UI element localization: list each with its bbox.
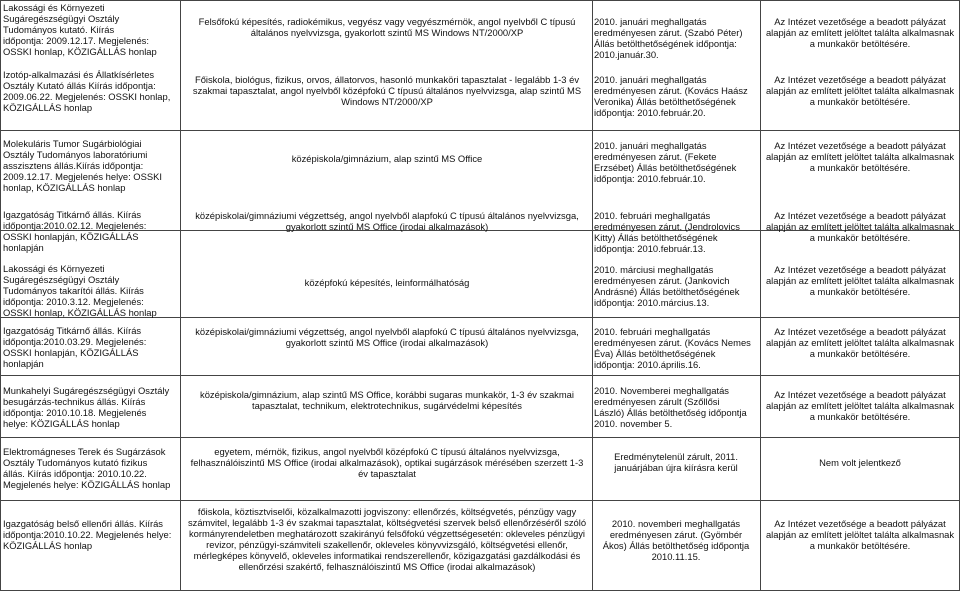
table-row-4-unit: Igazgatóság Titkárnő állás. Kiírás időpontja:2010.02.12. Megjelenés: OSSKI honlapján, KÖZIGÁLLÁS honlapján xyxy=(3,209,147,254)
table-row-4b-decision: Az Intézet vezetősége a beadott pályázat alapján az említett jelöltet találta alkalmasnak a munkakör betöltésére. xyxy=(765,264,955,298)
row-divider xyxy=(0,437,960,438)
row-divider xyxy=(0,500,960,501)
table-row-3-status: 2010. januári meghallgatás eredményesen zárut. (Fekete Erzsébet) Állás betölthetőségének időpontja: 2010.február.10. xyxy=(594,140,737,185)
table-row-8-status: 2010. novemberi meghallgatás eredményesen zárut. (Gyömbér Ákos) Állás betölthetőség időpontja 2010.11.15. xyxy=(602,518,750,563)
column-divider xyxy=(592,0,593,591)
table-row-2-status: 2010. januári meghallgatás eredményesen zárut. (Kovács Haász Veronika) Állás betölthetőségének időpontja: 2010.február.20. xyxy=(594,74,748,119)
table-row-3-decision: Az Intézet vezetősége a beadott pályázat alapján az említett jelöltet találta alkalmasnak a munkakör betöltésére. xyxy=(765,140,955,174)
table-row-7-requirements: egyetem, mérnök, fizikus, angol nyelvből középfokú C típusú általános nyelvvizsga, felhasználóiszintű MS Office (irodai alkalmazások), optikai sugárzások mérésében szerzett 1-3 év tapasztalat xyxy=(190,446,584,480)
column-divider xyxy=(760,0,761,591)
column-divider xyxy=(0,0,1,591)
table-row-6-requirements: középiskola/gimnázium, alap szintű MS Office, korábbi sugaras munkakör, 1-3 év szakmai tapasztalat, technikum, elektrotechnikus, sugárvédelmi képesítés xyxy=(200,389,574,412)
table-row-5-decision: Az Intézet vezetősége a beadott pályázat alapján az említett jelöltet találta alkalmasnak a munkakör betöltésére. xyxy=(765,326,955,360)
table-row-4b-status: 2010. márciusi meghallgatás eredményesen zárut. (Jankovich Andrásné) Állás betölthetőségének időpontja: 2010.március.13. xyxy=(594,264,740,309)
table-row-7-decision: Nem volt jelentkező xyxy=(819,457,901,468)
table-row-4b-unit: Lakossági és Környezeti Sugáregészségügyi Osztály Tudományos takarítói állás. Kiírás időpontja: 2010.3.12. Megjelenés: OSSKI honlap, KÖZIGÁLLÁS honlap xyxy=(3,263,157,319)
table-row-8-decision: Az Intézet vezetősége a beadott pályázat alapján az említett jelöltet találta alkalmasnak a munkakör betöltésére. xyxy=(765,518,955,552)
table-row-8-requirements: főiskola, köztisztviselői, közalkalmazotti jogviszony: ellenőrzés, költségvetés, pénzügy vagy számvitel, legalább 1-3 év szakmai tapasztalat, költségvetési szervek belső ellenőrzéséről szóló kormányrendeletben meghatározott szakirányú felsőfokú végzettségesetén: okleveles pénzügyi revizor, pénzügyi-számviteli szakellenőr, okleveles könyvvizsgáló, költségvetési ellenőr, mérlegképes könyvelő, okleveles informatikai rendszerellenőr, közigazgatási gazdálkodási és ellenőrzési szakértő, felhasználóiszintű MS Office (irodai alkalmazások) xyxy=(187,506,587,573)
table-row-4-status: 2010. februári meghallgatás eredményesen zárut. (Jendrolovics Kitty) Állás betölthetőségének időpontja: 2010.február.13. xyxy=(594,210,740,255)
table-row-8-unit: Igazgatóság belső ellenőri állás. Kiírás időpontja:2010.10.22. Megjelenés helye: KÖZIGÁLLÁS honlap xyxy=(3,518,172,552)
column-divider xyxy=(180,0,181,591)
row-divider xyxy=(0,130,960,131)
table-row-2-decision: Az Intézet vezetősége a beadott pályázat alapján az említett jelöltet találta alkalmasnak a munkakör betöltésére. xyxy=(765,74,955,108)
table-row-1-unit: Lakossági és Környezeti Sugáregészségügyi Osztály Tudományos kutató. Kiírás időpontja: 2009.12.17. Megjelenés: OSSKI honlap, KÖZIGÁLLÁS honlap xyxy=(3,2,157,58)
table-row-5-unit: Igazgatóság Titkárnő állás. Kiírás időpontja:2010.03.29. Megjelenés: OSSKI honlapján, KÖZIGÁLLÁS honlapján xyxy=(3,325,147,370)
table-row-3-unit: Molekuláris Tumor Sugárbiológiai Osztály Tudományos laboratóriumi asszisztens állás.Kiírás időpontja: 2009.12.17. Megjelenés helye: OSSKI honlap, KÖZIGÁLLÁS honlap xyxy=(3,138,162,194)
row-divider xyxy=(0,375,960,376)
table-row-4b-requirements: középfokú képesítés, leinformálhatóság xyxy=(304,277,470,288)
table-row-7-status: Eredménytelenül zárult, 2011. januárjában újra kiírásra kerül xyxy=(614,451,738,474)
table-row-2-unit: Izotóp-alkalmazási és Állatkísérletes Osztály Kutató állás Kiírás időpontja: 2009.06.22. Megjelenés: OSSKI honlap, KÖZIGÁLLÁS honlap xyxy=(3,69,171,114)
table-row-2-requirements: Főiskola, biológus, fizikus, orvos, állatorvos, hasonló munkaköri tapasztalat - legalább 1-3 év szakmai tapasztalat, angol nyelvből középfokú C típusú általános nyelvvizsga, alap szintű MS Windows NT/2000/XP xyxy=(192,74,582,108)
table-row-6-status: 2010. Novemberei meghallgatás eredményesen zárult (Szőllősi László) Állás betölthetőség időpontja 2010. november 5. xyxy=(594,385,747,430)
table-row-1-decision: Az Intézet vezetősége a beadott pályázat alapján az említett jelöltet találta alkalmasnak a munkakör betöltésére. xyxy=(765,16,955,50)
table-row-1-requirements: Felsőfokú képesítés, radiokémikus, vegyész vagy vegyészmérnök, angol nyelvből C típusú általános nyelvvizsga, gyakorlott szintű MS Windows NT/2000/XP xyxy=(198,16,576,39)
row-divider xyxy=(0,0,960,1)
table-row-3-requirements: középiskola/gimnázium, alap szintű MS Office xyxy=(291,153,483,164)
table-row-6-decision: Az Intézet vezetősége a beadott pályázat alapján az említett jelöltet találta alkalmasnak a munkakör betöltésére. xyxy=(765,389,955,423)
table-row-7-unit: Elektromágneses Terek és Sugárzások Osztály Tudományos kutató fizikus állás. Kiírás időpontja: 2010.10.22. Megjelenés helye: KÖZIGÁLLÁS honlap xyxy=(3,446,171,491)
table-row-5-status: 2010. februári meghallgatás eredményesen zárut. (Kovács Nemes Éva) Állás betölthetőségének időpontja: 2010.április.16. xyxy=(594,326,751,371)
table-row-4-requirements: középiskolai/gimnáziumi végzettség, angol nyelvből alapfokú C típusú általános nyelvvizsga, gyakorlott szintű MS Office (irodai alkalmazások) xyxy=(195,210,579,233)
table-row-6-unit: Munkahelyi Sugáregészségügyi Osztály besugárzás-technikus állás. Kiírás időpontja: 2010.10.18. Megjelenés helye: KÖZIGÁLLÁS honlap xyxy=(3,385,170,430)
table-row-5-requirements: középiskolai/gimnáziumi végzettség, angol nyelvből alapfokú C típusú általános nyelvvizsga, gyakorlott szintű MS Office (irodai alkalmazások) xyxy=(195,326,579,349)
table-row-1-status: 2010. januári meghallgatás eredményesen zárut. (Szabó Péter) Állás betölthetőségének időpontja: 2010.január.30. xyxy=(594,16,743,61)
table-row-4-decision: Az Intézet vezetősége a beadott pályázat alapján az említett jelöltet találta alkalmasnak a munkakör betöltésére. xyxy=(765,210,955,244)
